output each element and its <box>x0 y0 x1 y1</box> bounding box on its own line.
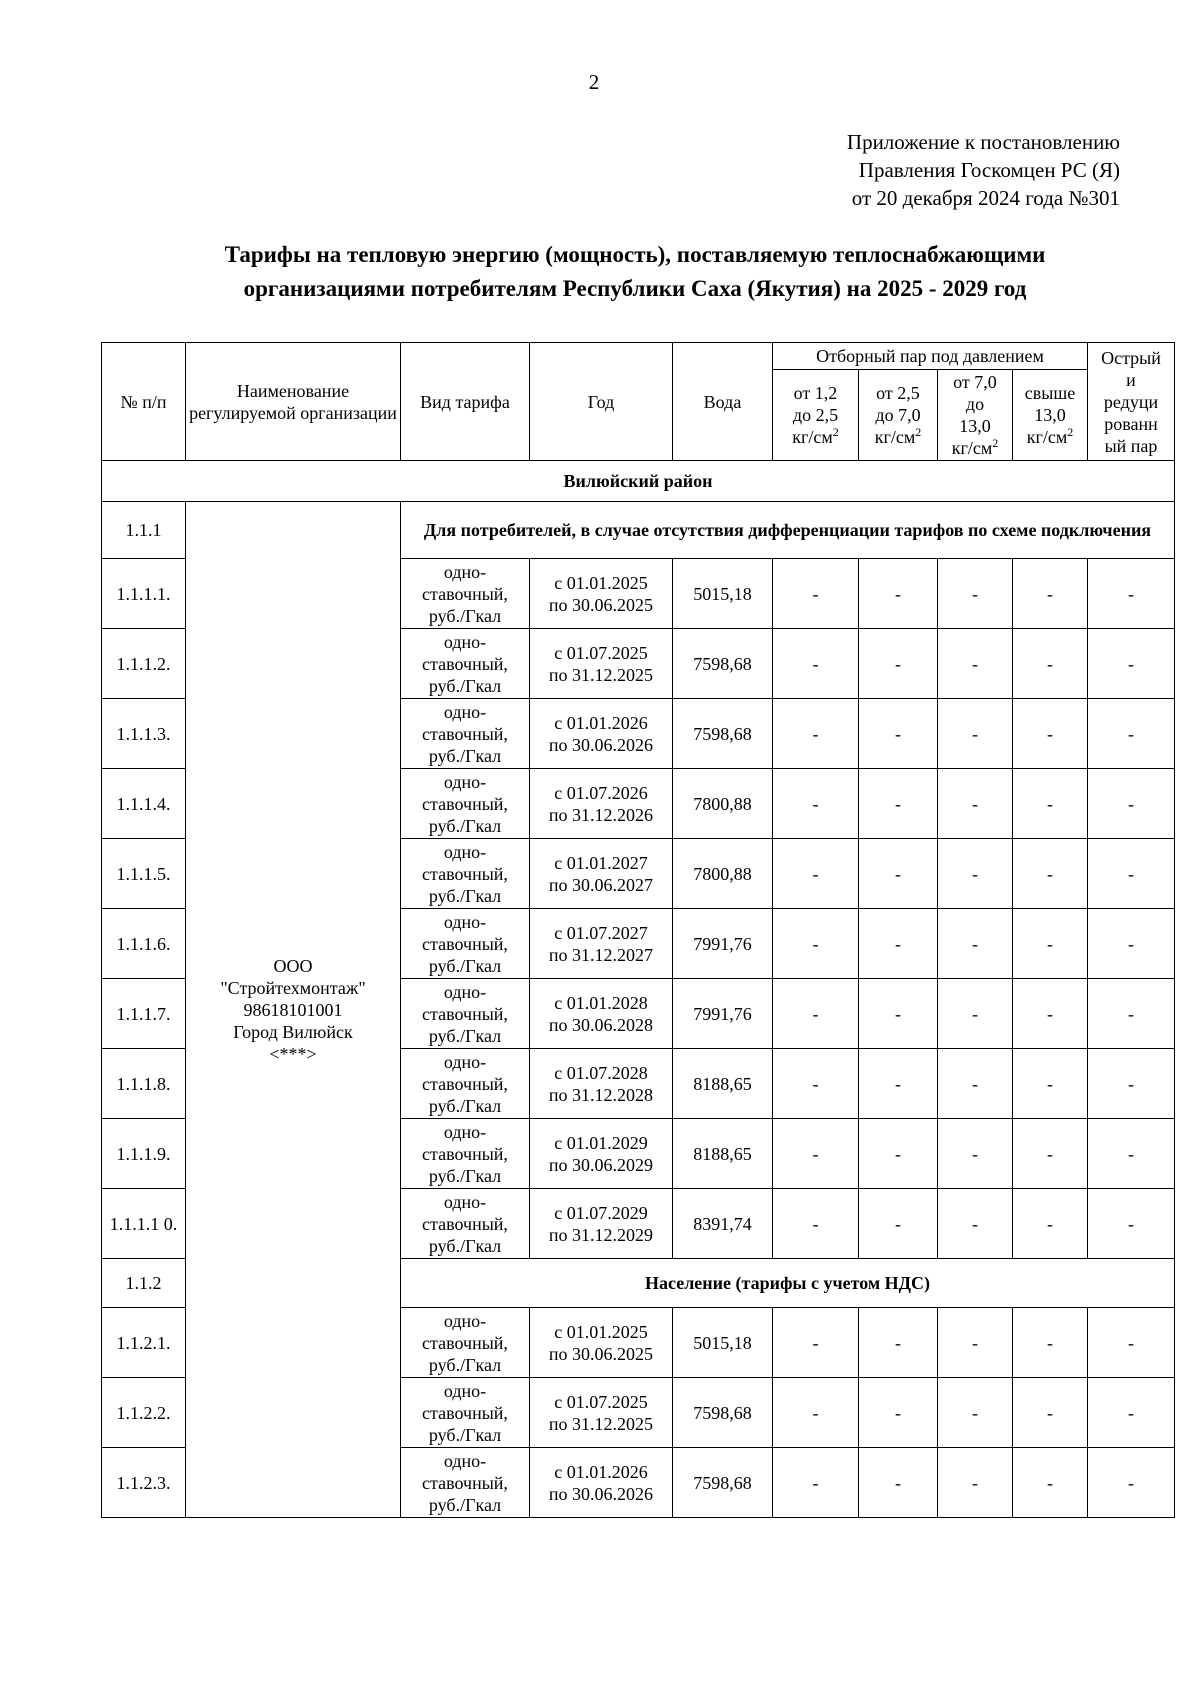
header-sharp-line: рованн <box>1104 413 1158 434</box>
period-from: с 01.07.2029 <box>554 1202 648 1223</box>
empty-value-cell: - <box>773 559 859 629</box>
period-to: по 30.06.2027 <box>548 874 654 895</box>
tariff-type-line: одно- <box>443 631 487 652</box>
page-number: 2 <box>588 70 600 94</box>
header-sharp-line: Острый <box>1101 347 1161 368</box>
water-tariff: 7991,76 <box>673 909 773 979</box>
unit-text: кг/см <box>792 427 833 447</box>
empty-value-cell: - <box>859 1189 938 1259</box>
empty-value-cell: - <box>859 769 938 839</box>
header-steam-line: до 7,0 <box>875 405 921 425</box>
period-to: по 30.06.2026 <box>548 734 654 755</box>
unit-sup: 2 <box>992 436 999 450</box>
empty-value-cell: - <box>1013 769 1088 839</box>
header-tariff-type: Вид тарифа <box>401 343 530 461</box>
tariff-type-line: одно- <box>443 1191 487 1212</box>
empty-value-cell: - <box>859 1049 938 1119</box>
tariff-type-line: руб./Гкал <box>428 745 502 766</box>
tariff-type-line: руб./Гкал <box>428 1354 502 1375</box>
organization-name <box>186 502 401 1518</box>
tariff-type-line: ставочный, <box>422 1402 508 1423</box>
tariff-type-line: одно- <box>443 1310 487 1331</box>
appendix-note <box>847 128 1120 212</box>
empty-value-cell: - <box>859 1119 938 1189</box>
tariff-type-line: ставочный, <box>422 793 508 814</box>
tariff-type-cell <box>401 979 530 1049</box>
tariff-type-cell <box>401 839 530 909</box>
empty-value-cell: - <box>773 1049 859 1119</box>
unit-text: кг/см <box>874 427 916 447</box>
tariff-type-line: руб./Гкал <box>428 885 502 906</box>
period-to: по 30.06.2028 <box>548 1014 654 1035</box>
section-label: Население (тарифы с учетом НДС) <box>401 1259 1175 1308</box>
water-tariff: 7598,68 <box>673 699 773 769</box>
empty-value-cell: - <box>938 629 1013 699</box>
water-tariff: 8188,65 <box>673 1049 773 1119</box>
empty-value-cell: - <box>938 1378 1013 1448</box>
period-from: с 01.07.2025 <box>554 1391 648 1412</box>
header-steam-line: свыше <box>1024 383 1076 403</box>
tariff-table <box>101 342 1175 1518</box>
empty-value-cell: - <box>938 559 1013 629</box>
empty-value-cell: - <box>773 979 859 1049</box>
tariff-type-cell <box>401 769 530 839</box>
header-organization: Наименование регулируемой организации <box>186 343 401 461</box>
period-cell <box>530 629 673 699</box>
empty-value-cell: - <box>1088 629 1175 699</box>
empty-value-cell: - <box>1013 839 1088 909</box>
empty-value-cell: - <box>1013 1189 1088 1259</box>
tariff-type-line: руб./Гкал <box>428 1494 502 1515</box>
header-steam-line: до <box>965 394 985 414</box>
header-steam-unit <box>940 437 1010 459</box>
period-cell <box>530 1308 673 1378</box>
row-num: 1.1.2.3. <box>102 1448 186 1518</box>
empty-value-cell: - <box>1013 559 1088 629</box>
empty-value-cell: - <box>773 1448 859 1518</box>
header-steam-line: 13,0 <box>959 416 991 436</box>
empty-value-cell: - <box>1013 1308 1088 1378</box>
tariff-type-line: одно- <box>443 841 487 862</box>
empty-value-cell: - <box>859 1308 938 1378</box>
water-tariff: 5015,18 <box>673 559 773 629</box>
header-steam-line: до 2,5 <box>792 405 839 425</box>
water-tariff: 7598,68 <box>673 629 773 699</box>
appendix-line-2: Правления Госкомцен РС (Я) <box>858 158 1120 182</box>
empty-value-cell: - <box>1088 1049 1175 1119</box>
tariff-type-line: одно- <box>443 1121 487 1142</box>
tariff-type-line: одно- <box>443 981 487 1002</box>
period-cell <box>530 839 673 909</box>
tariff-type-line: одно- <box>443 1051 487 1072</box>
row-num: 1.1.1.2. <box>102 629 186 699</box>
appendix-line-3: от 20 декабря 2024 года №301 <box>851 186 1120 210</box>
empty-value-cell: - <box>938 839 1013 909</box>
tariff-type-line: ставочный, <box>422 653 508 674</box>
document-title <box>140 238 1130 306</box>
empty-value-cell: - <box>1088 699 1175 769</box>
empty-value-cell: - <box>859 1448 938 1518</box>
period-to: по 31.12.2026 <box>548 804 654 825</box>
tariff-type-cell <box>401 909 530 979</box>
water-tariff: 8391,74 <box>673 1189 773 1259</box>
empty-value-cell: - <box>773 839 859 909</box>
period-to: по 31.12.2027 <box>548 944 654 965</box>
section-num: 1.1.2 <box>102 1259 186 1308</box>
period-cell <box>530 1448 673 1518</box>
unit-text: кг/см <box>951 438 993 458</box>
tariff-type-line: ставочный, <box>422 583 508 604</box>
period-to: по 30.06.2025 <box>548 594 654 615</box>
header-steam-group: Отборный пар под давлением <box>773 343 1088 370</box>
empty-value-cell: - <box>859 629 938 699</box>
period-cell <box>530 1378 673 1448</box>
unit-sup: 2 <box>1067 425 1074 439</box>
tariff-type-cell <box>401 699 530 769</box>
period-to: по 31.12.2028 <box>548 1084 654 1105</box>
empty-value-cell: - <box>1013 1378 1088 1448</box>
period-to: по 30.06.2026 <box>548 1483 654 1504</box>
row-num: 1.1.2.2. <box>102 1378 186 1448</box>
header-steam-line: от 1,2 <box>793 383 838 403</box>
empty-value-cell: - <box>938 1119 1013 1189</box>
empty-value-cell: - <box>1088 769 1175 839</box>
tariff-type-cell <box>401 1448 530 1518</box>
tariff-type-line: руб./Гкал <box>428 1165 502 1186</box>
period-from: с 01.07.2025 <box>554 642 648 663</box>
organization-line: <***> <box>269 1043 317 1064</box>
tariff-type-line: руб./Гкал <box>428 675 502 696</box>
empty-value-cell: - <box>1013 699 1088 769</box>
empty-value-cell: - <box>1013 1119 1088 1189</box>
organization-line: Город Вилюйск <box>233 1021 353 1042</box>
tariff-type-cell <box>401 1378 530 1448</box>
period-from: с 01.07.2028 <box>554 1062 648 1083</box>
empty-value-cell: - <box>938 1189 1013 1259</box>
empty-value-cell: - <box>773 1378 859 1448</box>
empty-value-cell: - <box>773 629 859 699</box>
section-num: 1.1.1 <box>102 502 186 559</box>
empty-value-cell: - <box>938 1049 1013 1119</box>
header-num-text: № п/п <box>120 391 167 412</box>
tariff-type-cell <box>401 1119 530 1189</box>
header-sharp-steam <box>1088 343 1175 461</box>
empty-value-cell: - <box>938 699 1013 769</box>
document-title-line-2: организациями потребителям Республики Саха (Якутия) на 2025 - 2029 год <box>243 276 1027 301</box>
empty-value-cell: - <box>938 1308 1013 1378</box>
empty-value-cell: - <box>1088 1119 1175 1189</box>
tariff-type-line: руб./Гкал <box>428 1095 502 1116</box>
row-num: 1.1.1.3. <box>102 699 186 769</box>
tariff-type-line: руб./Гкал <box>428 605 502 626</box>
row-num: 1.1.1.1. <box>102 559 186 629</box>
water-tariff: 5015,18 <box>673 1308 773 1378</box>
header-steam-unit <box>861 426 935 448</box>
organization-line: 98618101001 <box>243 999 343 1020</box>
period-cell <box>530 979 673 1049</box>
tariff-type-line: руб./Гкал <box>428 1235 502 1256</box>
row-num: 1.1.1.4. <box>102 769 186 839</box>
empty-value-cell: - <box>859 699 938 769</box>
header-steam-line: от 2,5 <box>876 383 920 403</box>
water-tariff: 7598,68 <box>673 1378 773 1448</box>
period-cell <box>530 769 673 839</box>
tariff-type-line: ставочный, <box>422 1143 508 1164</box>
period-from: с 01.07.2027 <box>554 922 648 943</box>
tariff-type-line: руб./Гкал <box>428 955 502 976</box>
period-to: по 31.12.2029 <box>548 1224 654 1245</box>
empty-value-cell: - <box>1088 1448 1175 1518</box>
empty-value-cell: - <box>773 769 859 839</box>
empty-value-cell: - <box>1013 629 1088 699</box>
empty-value-cell: - <box>859 559 938 629</box>
row-num: 1.1.1.9. <box>102 1119 186 1189</box>
empty-value-cell: - <box>773 909 859 979</box>
period-cell <box>530 699 673 769</box>
tariff-type-cell <box>401 1189 530 1259</box>
period-cell <box>530 1049 673 1119</box>
tariff-type-cell <box>401 1308 530 1378</box>
period-from: с 01.01.2025 <box>554 572 648 593</box>
empty-value-cell: - <box>938 1448 1013 1518</box>
period-from: с 01.01.2028 <box>554 992 648 1013</box>
empty-value-cell: - <box>859 1378 938 1448</box>
period-from: с 01.01.2027 <box>554 852 648 873</box>
tariff-type-line: одно- <box>443 771 487 792</box>
period-from: с 01.01.2026 <box>554 1461 648 1482</box>
water-tariff: 7800,88 <box>673 769 773 839</box>
empty-value-cell: - <box>859 909 938 979</box>
period-from: с 01.07.2026 <box>554 782 648 803</box>
empty-value-cell: - <box>1088 1189 1175 1259</box>
tariff-type-line: ставочный, <box>422 1332 508 1353</box>
period-from: с 01.01.2029 <box>554 1132 648 1153</box>
tariff-type-line: одно- <box>443 1380 487 1401</box>
empty-value-cell: - <box>859 979 938 1049</box>
period-to: по 31.12.2025 <box>548 664 654 685</box>
empty-value-cell: - <box>773 1119 859 1189</box>
district-name: Вилюйский район <box>102 461 1175 502</box>
tariff-type-cell <box>401 1049 530 1119</box>
empty-value-cell: - <box>1013 909 1088 979</box>
tariff-type-line: руб./Гкал <box>428 1025 502 1046</box>
section-label: Для потребителей, в случае отсутствия дифференциации тарифов по схеме подключения <box>401 502 1175 559</box>
period-cell <box>530 909 673 979</box>
tariff-type-line: одно- <box>443 1450 487 1471</box>
row-num: 1.1.2.1. <box>102 1308 186 1378</box>
empty-value-cell: - <box>773 699 859 769</box>
empty-value-cell: - <box>773 1189 859 1259</box>
header-steam-line: 13,0 <box>1034 405 1066 425</box>
empty-value-cell: - <box>938 769 1013 839</box>
header-sharp-line: и <box>1126 369 1136 390</box>
tariff-type-line: одно- <box>443 911 487 932</box>
tariff-type-line: ставочный, <box>422 1073 508 1094</box>
empty-value-cell: - <box>938 979 1013 1049</box>
tariff-type-cell <box>401 629 530 699</box>
header-steam-2 <box>859 370 938 461</box>
empty-value-cell: - <box>1088 839 1175 909</box>
tariff-type-line: ставочный, <box>422 863 508 884</box>
header-steam-unit <box>775 426 856 448</box>
period-to: по 30.06.2025 <box>548 1343 654 1364</box>
organization-line: "Стройтехмонтаж" <box>220 977 366 998</box>
header-steam-1 <box>773 370 859 461</box>
header-steam-line: от 7,0 <box>953 372 997 392</box>
appendix-line-1: Приложение к постановлению <box>846 130 1120 154</box>
row-num: 1.1.1.7. <box>102 979 186 1049</box>
period-cell <box>530 1189 673 1259</box>
row-num: 1.1.1.1 0. <box>102 1189 186 1259</box>
unit-sup: 2 <box>832 425 839 439</box>
tariff-type-line: ставочный, <box>422 1003 508 1024</box>
empty-value-cell: - <box>1013 979 1088 1049</box>
organization-line: ООО <box>273 955 313 976</box>
tariff-type-line: ставочный, <box>422 933 508 954</box>
header-steam-4 <box>1013 370 1088 461</box>
empty-value-cell: - <box>773 1308 859 1378</box>
row-num: 1.1.1.5. <box>102 839 186 909</box>
header-steam-3 <box>938 370 1013 461</box>
water-tariff: 7991,76 <box>673 979 773 1049</box>
tariff-type-line: ставочный, <box>422 1472 508 1493</box>
empty-value-cell: - <box>1088 1378 1175 1448</box>
empty-value-cell: - <box>1088 979 1175 1049</box>
empty-value-cell: - <box>938 909 1013 979</box>
tariff-type-line: руб./Гкал <box>428 815 502 836</box>
water-tariff: 8188,65 <box>673 1119 773 1189</box>
period-to: по 31.12.2025 <box>548 1413 654 1434</box>
header-steam-unit <box>1015 426 1085 448</box>
document-title-line-1: Тарифы на тепловую энергию (мощность), поставляемую теплоснабжающими <box>224 242 1046 267</box>
period-cell <box>530 559 673 629</box>
header-year: Год <box>530 343 673 461</box>
header-num <box>102 343 186 461</box>
tariff-type-line: ставочный, <box>422 1213 508 1234</box>
tariff-type-line: руб./Гкал <box>428 1424 502 1445</box>
empty-value-cell: - <box>1088 909 1175 979</box>
empty-value-cell: - <box>1013 1448 1088 1518</box>
header-sharp-line: ый пар <box>1104 435 1158 456</box>
period-from: с 01.01.2025 <box>554 1321 648 1342</box>
unit-sup: 2 <box>915 425 922 439</box>
header-sharp-line: редуци <box>1103 391 1159 412</box>
empty-value-cell: - <box>1088 559 1175 629</box>
header-water: Вода <box>673 343 773 461</box>
empty-value-cell: - <box>1088 1308 1175 1378</box>
row-num: 1.1.1.8. <box>102 1049 186 1119</box>
period-to: по 30.06.2029 <box>548 1154 654 1175</box>
empty-value-cell: - <box>1013 1049 1088 1119</box>
tariff-type-line: одно- <box>443 561 487 582</box>
water-tariff: 7598,68 <box>673 1448 773 1518</box>
row-num: 1.1.1.6. <box>102 909 186 979</box>
period-from: с 01.01.2026 <box>554 712 648 733</box>
water-tariff: 7800,88 <box>673 839 773 909</box>
unit-text: кг/см <box>1026 427 1068 447</box>
tariff-type-line: одно- <box>443 701 487 722</box>
period-cell <box>530 1119 673 1189</box>
tariff-type-line: ставочный, <box>422 723 508 744</box>
tariff-type-cell <box>401 559 530 629</box>
empty-value-cell: - <box>859 839 938 909</box>
